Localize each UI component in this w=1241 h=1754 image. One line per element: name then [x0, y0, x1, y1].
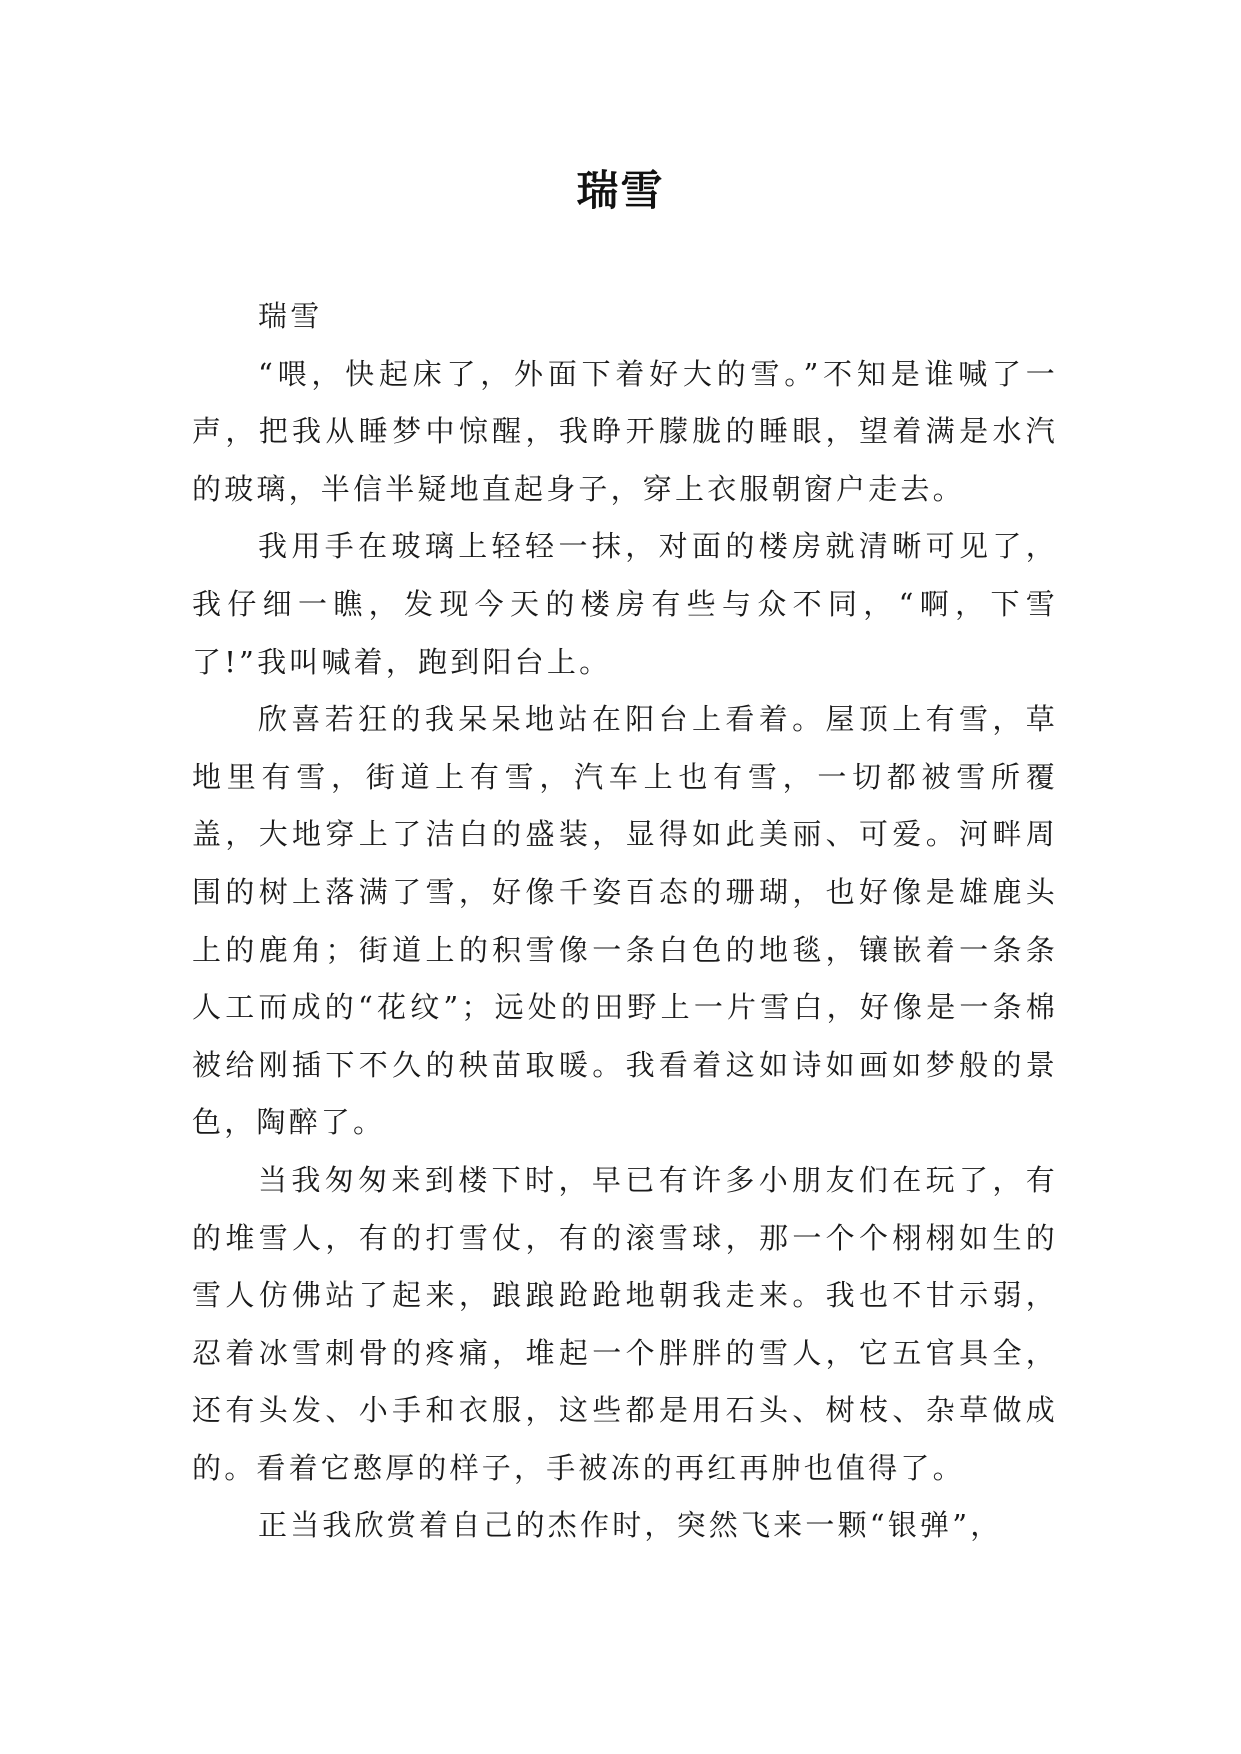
- paragraph: 欣喜若狂的我呆呆地站在阳台上看着。屋顶上有雪，草地里有雪，街道上有雪，汽车上也有雪，一切都被雪所覆盖，大地穿上了洁白的盛装，显得如此美丽、可爱。河畔周围的树上落满了雪，好像千姿百态的珊瑚，也好像是雄鹿头上的鹿角；街道上的积雪像一条白色的地毯，镶嵌着一条条人工而成的“花纹”；远处的田野上一片雪白，好像是一条棉被给刚插下不久的秧苗取暖。我看着这如诗如画如梦般的景色，陶醉了。: [192, 702, 1058, 1140]
- document-body: [192, 288, 1058, 1555]
- paragraph: 正当我欣赏着自己的杰作时，突然飞来一颗“银弹”，: [258, 1508, 1003, 1543]
- paragraph: 我用手在玻璃上轻轻一抹，对面的楼房就清晰可见了，我仔细一瞧，发现今天的楼房有些与众不同，“啊，下雪了!”我叫喊着，跑到阳台上。: [192, 529, 1058, 679]
- document-title: 瑞雪: [576, 166, 665, 215]
- paragraph: 瑞雪: [258, 299, 323, 333]
- paragraph: 当我匆匆来到楼下时，早已有许多小朋友们在玩了，有的堆雪人，有的打雪仗，有的滚雪球，那一个个栩栩如生的雪人仿佛站了起来，踉踉跄跄地朝我走来。我也不甘示弱，忍着冰雪刺骨的疼痛，堆起一个胖胖的雪人，它五官具全，还有头发、小手和衣服，这些都是用石头、树枝、杂草做成的。看着它憨厚的样子，手被冻的再红再肿也值得了。: [192, 1162, 1058, 1485]
- paragraph: “喂，快起床了，外面下着好大的雪。”不知是谁喊了一声，把我从睡梦中惊醒，我睁开朦胧的睡眼，望着满是水汽的玻璃，半信半疑地直起身子，穿上衣服朝窗户走去。: [192, 356, 1058, 506]
